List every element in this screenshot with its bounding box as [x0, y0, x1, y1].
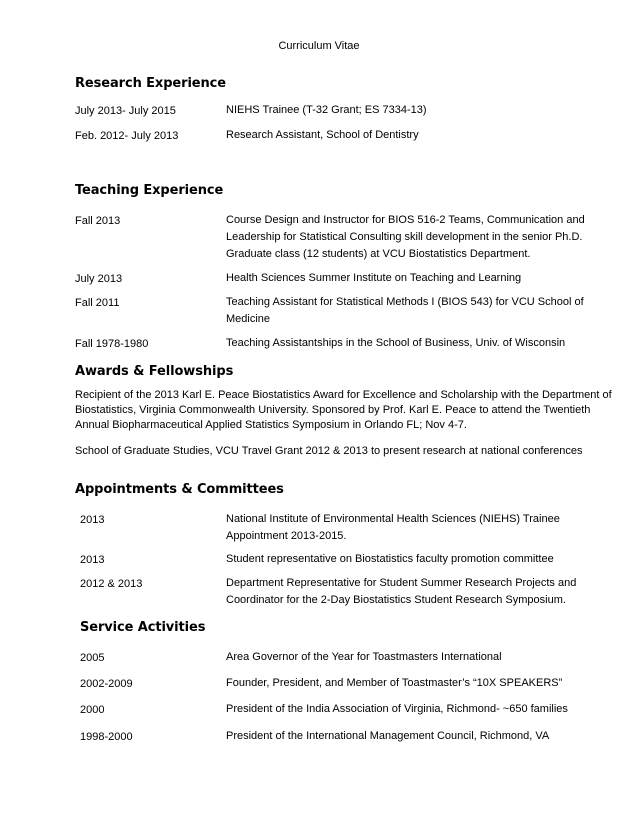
- award-paragraph: Recipient of the 2013 Karl E. Peace Biostatistics Award for Excellence and Scholarship with the Department of Biostatistics, Virginia Commonwealth University. Sponsored by Prof. Karl E. Peace to attend the Twentieth Annual Biopharmaceutical Applied Statistics Symposium in Orlando FL; Nov 4-7.: [75, 389, 612, 431]
- service-row-date: 2002-2009: [80, 678, 133, 690]
- teaching-row-date: July 2013: [75, 273, 123, 285]
- teaching-row-date: Fall 2013: [75, 215, 121, 227]
- service-row-desc: President of the India Association of Virginia, Richmond- ~650 families: [226, 703, 568, 715]
- research-row-desc: Research Assistant, School of Dentistry: [226, 129, 419, 141]
- appointment-row-date: 2013: [80, 554, 105, 566]
- service-row-date: 2005: [80, 652, 105, 664]
- teaching-row-desc: Teaching Assistant for Statistical Methods I (BIOS 543) for VCU School of Medicine: [226, 296, 584, 325]
- section-heading-research: Research Experience: [75, 76, 227, 91]
- appointment-row-date: 2012 & 2013: [80, 578, 143, 590]
- appointment-row-desc: National Institute of Environmental Health Sciences (NIEHS) Trainee Appointment 2013-2015.: [226, 513, 560, 542]
- section-heading-awards: Awards & Fellowships: [75, 364, 234, 379]
- teaching-row-desc: Teaching Assistantships in the School of Business, Univ. of Wisconsin: [226, 337, 566, 349]
- teaching-row-date: Fall 2011: [75, 297, 120, 309]
- research-row-date: Feb. 2012- July 2013: [75, 130, 179, 142]
- teaching-row-desc: Course Design and Instructor for BIOS 516-2 Teams, Communication and Leadership for Statistical Consulting skill development in the senior Ph.D. Graduate class (12 students) at VCU Biostatistics Department.: [226, 214, 585, 260]
- section-heading-service: Service Activities: [80, 620, 206, 635]
- appointment-row-desc: Student representative on Biostatistics faculty promotion committee: [226, 553, 554, 565]
- research-row-date: July 2013- July 2015: [75, 105, 176, 117]
- appointment-row-date: 2013: [80, 514, 105, 526]
- document-title: Curriculum Vitae: [278, 40, 360, 52]
- teaching-row-date: Fall 1978-1980: [75, 338, 149, 350]
- service-row-desc: Area Governor of the Year for Toastmasters International: [226, 651, 502, 663]
- award-paragraph: School of Graduate Studies, VCU Travel Grant 2012 & 2013 to present research at national conferences: [75, 445, 583, 457]
- appointment-row-desc: Department Representative for Student Summer Research Projects and Coordinator for the 2-Day Biostatistics Student Research Symposium.: [226, 577, 577, 606]
- service-row-date: 1998-2000: [80, 731, 133, 743]
- service-row-date: 2000: [80, 704, 105, 716]
- section-heading-appointments: Appointments & Committees: [75, 482, 284, 497]
- section-heading-teaching: Teaching Experience: [75, 183, 224, 198]
- teaching-row-desc: Health Sciences Summer Institute on Teaching and Learning: [226, 272, 522, 284]
- research-row-desc: NIEHS Trainee (T-32 Grant; ES 7334-13): [226, 104, 427, 116]
- service-row-desc: Founder, President, and Member of Toastmaster’s “10X SPEAKERS”: [226, 677, 563, 689]
- service-row-desc: President of the International Management Council, Richmond, VA: [226, 730, 550, 742]
